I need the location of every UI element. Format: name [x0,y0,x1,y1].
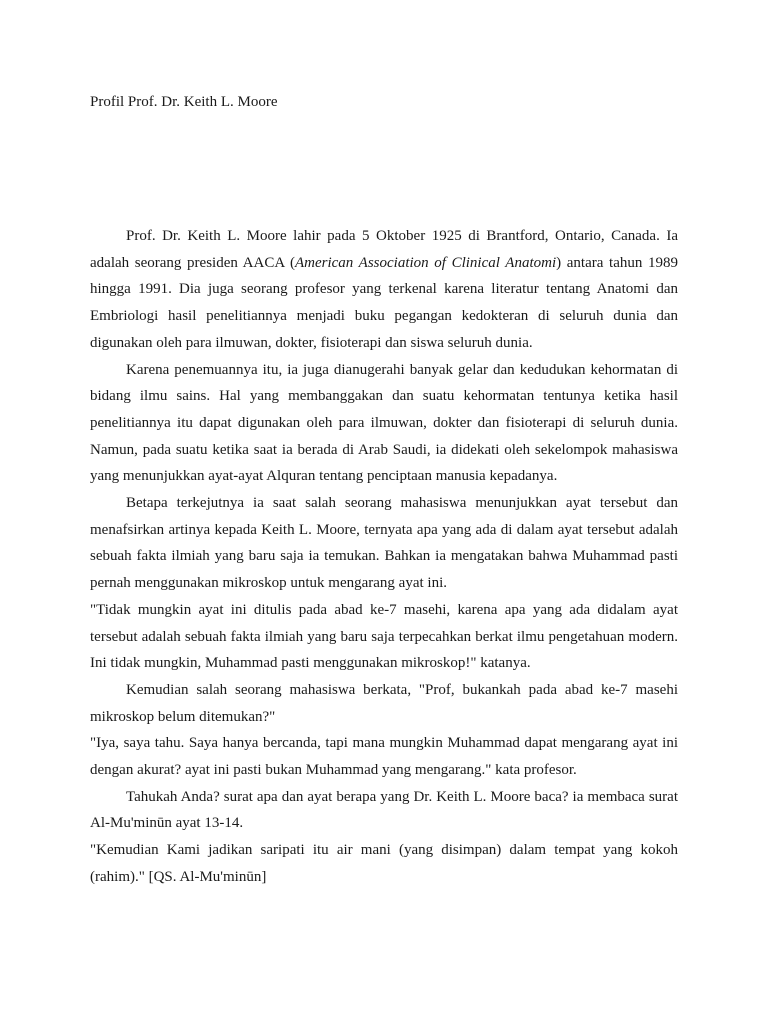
quote-professor-reply: "Iya, saya tahu. Saya hanya bercanda, tapi mana mungkin Muhammad dapat mengarang ayat ini dengan akurat? ayat ini pasti bukan Muhammad yang mengarang." kata profesor. [90,735,678,779]
document-title: Profil Prof. Dr. Keith L. Moore [90,94,278,110]
quote-quran-verse: "Kemudian Kami jadikan saripati itu air mani (yang disimpan) dalam tempat yang kokoh (rahim)." [QS. Al-Mu'minūn] [90,842,678,885]
paragraph-biography [90,223,678,357]
paragraph-biography-text-end: ) antara tahun 1989 hingga 1991. Dia juga seorang profesor yang terkenal karena literatur tentang Anatomi dan Embriologi hasil penelitiannya menjadi buku pegangan kedokteran di seluruh dunia dan digunakan oleh para ilmuwan, dokter, fisioterapi dan siswa seluruh dunia. [90,254,678,351]
paragraph-student-question: Kemudian salah seorang mahasiswa berkata, "Prof, bukankah pada abad ke-7 masehi mikroskop belum ditemukan?" [90,681,678,725]
paragraph-surprise: Betapa terkejutnya ia saat salah seorang mahasiswa menunjukkan ayat tersebut dan menafsirkan artinya kepada Keith L. Moore, ternyata apa yang ada di dalam ayat tersebut adalah sebuah fakta ilmiah yang baru saja ia temukan. Bahkan ia mengatakan bahwa Muhammad pasti pernah menggunakan mikroskop untuk mengarang ayat ini. [90,495,678,592]
aaca-full-name: American Association of Clinical Anatomi [294,254,557,271]
document-body [90,223,678,891]
paragraph-surah-reference: Tahukah Anda? surat apa dan ayat berapa yang Dr. Keith L. Moore baca? ia membaca surat Al-Mu'minūn ayat 13-14. [90,788,678,832]
quote-moore: "Tidak mungkin ayat ini ditulis pada abad ke-7 masehi, karena apa yang ada didalam ayat tersebut adalah sebuah fakta ilmiah yang baru saja terpecahkan berkat ilmu pengetahuan modern. Ini tidak mungkin, Muhammad pasti menggunakan mikroskop!" katanya. [90,601,678,672]
paragraph-honors: Karena penemuannya itu, ia juga dianugerahi banyak gelar dan kedudukan kehormatan di bidang ilmu sains. Hal yang membanggakan dan suatu kehormatan tentunya ketika hasil penelitiannya itu dapat digunakan oleh para ilmuwan, dokter dan fisioterapi di seluruh dunia. Namun, pada suatu ketika saat ia berada di Arab Saudi, ia didekati oleh sekelompok mahasiswa yang menunjukkan ayat-ayat Alquran tentang penciptaan manusia kepadanya. [90,361,678,485]
paragraph-biography-text-start: Prof. Dr. Keith L. Moore lahir pada 5 Oktober 1925 di Brantford, Ontario, Canada. Ia adalah seorang presiden AACA ( [90,228,678,271]
